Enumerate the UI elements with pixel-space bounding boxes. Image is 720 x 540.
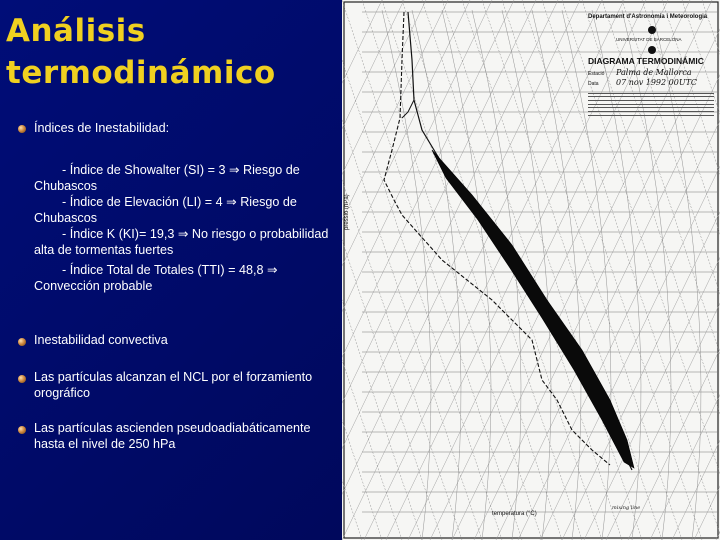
diagram-title: DIAGRAMA TERMODINÁMIC: [588, 56, 704, 66]
thermodynamic-diagram: [342, 0, 720, 540]
bullet-pseudoadiabatic: Las partículas ascienden pseudoadiabáticamente hasta el nivel de 250 hPa: [34, 421, 311, 451]
title-line-2: termodinámico: [6, 55, 276, 91]
diagram-legend: [586, 6, 716, 124]
index-k: - Índice K (KI)= 19,3 ⇒ No riesgo o probabilidad alta de tormentas fuertes: [34, 227, 332, 257]
university-label: UNIVERSITAT DE BARCELONA: [616, 37, 682, 42]
temperature-axis-label: temperatura (°C): [492, 511, 537, 517]
department-label: Departament d'Astronomia i Meteorologia: [588, 14, 708, 20]
bullet-convective: Inestabilidad convectiva: [34, 333, 168, 347]
pressure-axis-label: pressió (hPa): [344, 194, 350, 230]
bullet-icon: [18, 125, 26, 133]
slide-title: [6, 10, 336, 94]
bullet-ncl: Las partículas alcanzan el NCL por el forzamiento orográfico: [34, 370, 313, 400]
bullet-icon: [18, 338, 26, 346]
index-total-totals: - Índice Total de Totales (TTI) = 48,8 ⇒ Convección probable: [34, 263, 282, 293]
date-label: Data: [588, 81, 599, 87]
title-line-1: Análisis: [6, 13, 146, 49]
station-label: Estació: [588, 71, 605, 77]
bullet-icon: [18, 375, 26, 383]
diagram-annotation: mixing line: [612, 505, 641, 511]
university-seal-icon: [648, 46, 656, 54]
index-showalter: - Índice de Showalter (SI) = 3 ⇒ Riesgo de Chubascos: [34, 163, 304, 193]
university-logo-icon: [648, 26, 656, 34]
index-lifted: - Índice de Elevación (LI) = 4 ⇒ Riesgo de Chubascos: [34, 195, 301, 225]
station-value: Palma de Mallorca: [616, 68, 692, 77]
bullet-indices: Índices de Inestabilidad:: [34, 121, 170, 135]
date-value: 07 nov 1992 00UTC: [616, 78, 698, 87]
bullet-icon: [18, 426, 26, 434]
legend-notes: [588, 90, 714, 124]
